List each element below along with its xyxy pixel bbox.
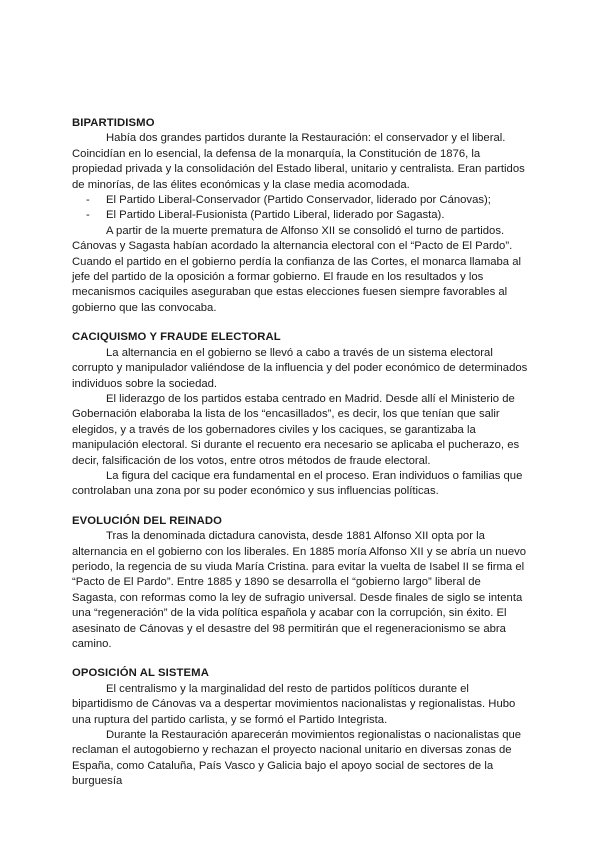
paragraph: La alternancia en el gobierno se llevó a cabo a través de un sistema electoral corrupto y manipulador valiéndose de la influencia y del poder económico de determinados individuos sobre la sociedad. xyxy=(72,346,528,390)
paragraph: Había dos grandes partidos durante la Restauración: el conservador y el liberal. Coincidían en lo esencial, la defensa de la monarquía, la Constitución de 1876, la propiedad privada y la consolidación del Estado liberal, unitario y centralista. Eran partidos de minorías, de las élites económicas y la clase media acomodada. xyxy=(72,132,525,191)
section-heading: CACIQUISMO Y FRAUDE ELECTORAL xyxy=(72,331,281,344)
paragraph: Durante la Restauración aparecerán movimientos regionalistas o nacionalistas que reclaman el autogobierno y rechazan el proyecto nacional unitario en diversas zonas de España, como Cataluña, País Vasco y Galicia bajo el apoyo social de sectores de la burguesía xyxy=(72,729,522,788)
list-item-text: El Partido Liberal-Fusionista (Partido Liberal, liderado por Sagasta). xyxy=(106,209,445,222)
section-bipartidismo xyxy=(72,116,528,316)
paragraph: Tras la denominada dictadura canovista, desde 1881 Alfonso XII opta por la alternancia en el gobierno con los liberales. En 1885 moría Alfonso XII y se abría un nuevo periodo, la regencia de su viuda María Cristina. para evitar la vuelta de Isabel II se firma el “Pacto de El Pardo”. Entre 1885 y 1890 se desarrolla el “gobierno largo” liberal de Sagasta, con reformas como la ley de sufragio universal. Desde finales de siglo se intenta una “regeneración” de la vida política española y acabar con la corrupción, sin éxito. El asesinato de Cánovas y el desastre del 98 permitirán que el regeneracionismo se abra camino. xyxy=(72,530,527,650)
paragraph: La figura del cacique era fundamental en el proceso. Eran individuos o familias que controlaban una zona por su poder económico y sus influencias políticas. xyxy=(72,469,523,498)
paragraph: El centralismo y la marginalidad del resto de partidos políticos durante el bipartidismo de Cánovas va a despertar movimientos nacionalistas y regionalistas. Hubo una ruptura del partido carlista, y se formó el Partido Integrista. xyxy=(72,682,516,726)
section-evolucion xyxy=(72,514,528,653)
party-list xyxy=(72,193,528,224)
section-caciquismo xyxy=(72,330,528,499)
dash-bullet: - xyxy=(86,194,90,207)
list-item xyxy=(72,208,528,223)
dash-bullet: - xyxy=(86,209,90,222)
list-item-text: El Partido Liberal-Conservador (Partido Conservador, liderado por Cánovas); xyxy=(106,194,491,207)
section-heading: EVOLUCIÓN DEL REINADO xyxy=(72,514,223,527)
list-item xyxy=(72,193,528,208)
section-heading: BIPARTIDISMO xyxy=(72,117,155,129)
section-heading: OPOSICIÓN AL SISTEMA xyxy=(72,667,209,680)
paragraph: A partir de la muerte prematura de Alfonso XII se consolidó el turno de partidos. Cánovas y Sagasta habían acordado la alternancia electoral con el “Pacto de El Pardo”. Cuando el partido en el gobierno perdía la confianza de las Cortes, el monarca llamaba al jefe del partido de la oposición a formar gobierno. El fraude en los resultados y los mecanismos caciquiles aseguraban que estas elecciones fuesen siempre favorables al gobierno que las convocaba. xyxy=(72,224,522,314)
section-oposicion xyxy=(72,666,528,789)
paragraph: El liderazgo de los partidos estaba centrado en Madrid. Desde allí el Ministerio de Gobernación elaboraba la lista de los “encasillados”, es decir, los que tenían que salir elegidos, y a través de los gobernadores civiles y los caciques, se garantizaba la manipulación electoral. Si durante el recuento era necesario se aplicaba el pucherazo, es decir, falsificación de los votos, entre otros métodos de fraude electoral. xyxy=(72,392,520,467)
